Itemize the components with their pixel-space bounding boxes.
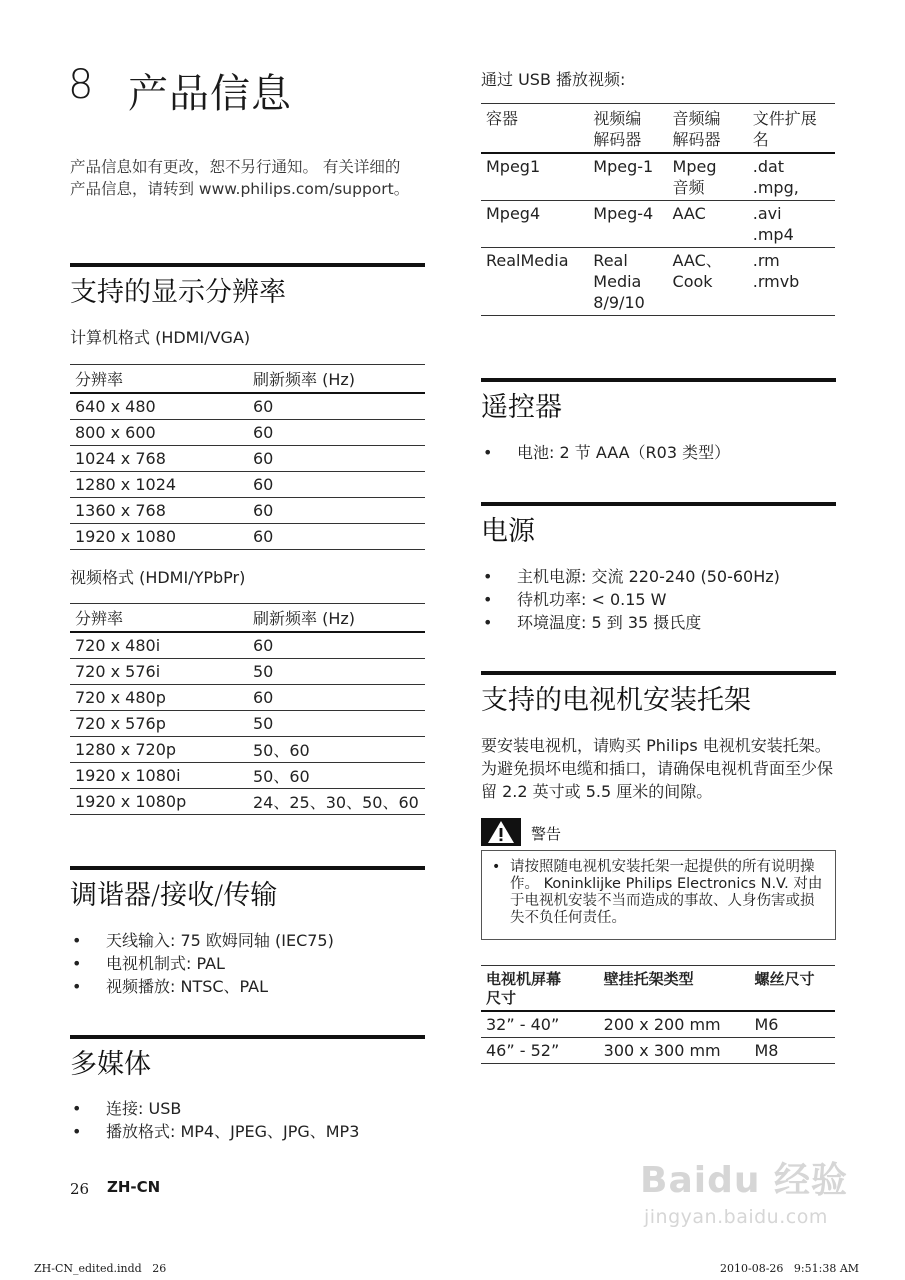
mount-text: 要安装电视机，请购买 Philips 电视机安装托架。 为避免损坏电缆和插口，请确保电视机背面至少保留 2.2 英寸或 5.5 厘米的间隙。: [481, 736, 834, 801]
bullet-icon: •: [72, 931, 82, 950]
table-cell: 1920 x 1080p: [70, 789, 248, 815]
table-cell: 1920 x 1080i: [70, 763, 248, 789]
table-row: [70, 446, 425, 472]
table-cell: .dat .mpg,: [748, 153, 835, 201]
table-cell: 60: [248, 498, 425, 524]
usb-video-title: 通过 USB 播放视频:: [481, 70, 626, 89]
warning-icon: [481, 818, 521, 846]
table-header: 分辨率: [70, 604, 248, 633]
list-item-text: 视频播放: NTSC、PAL: [106, 977, 269, 996]
bullet-icon: •: [72, 977, 82, 996]
section-title-remote: 遥控器: [481, 392, 562, 423]
chapter-number: 8: [68, 62, 94, 108]
bullet-icon: •: [483, 613, 493, 632]
table-cell: 640 x 480: [70, 393, 248, 420]
table-cell: M6: [750, 1011, 836, 1038]
table-cell: Mpeg4: [481, 201, 588, 248]
list-item-text: 电池: 2 节 AAA（R03 类型）: [517, 443, 731, 462]
list-item: [70, 929, 334, 952]
section-divider: [70, 1035, 425, 1039]
table-header: 刷新频率 (Hz): [248, 365, 425, 394]
table-row: [70, 685, 425, 711]
section-title-multimedia: 多媒体: [70, 1049, 151, 1080]
video-format-rows: [70, 632, 425, 815]
bullet-icon: •: [483, 443, 493, 462]
table-row: [70, 789, 425, 815]
table-header: 螺丝尺寸: [750, 966, 836, 1012]
pc-format-title: 计算机格式 (HDMI/VGA): [70, 328, 251, 347]
table-cell: Mpeg-4: [588, 201, 667, 248]
table-cell: 720 x 576i: [70, 659, 248, 685]
table-row: [70, 763, 425, 789]
table-cell: 720 x 480i: [70, 632, 248, 659]
table-cell: 300 x 300 mm: [599, 1038, 750, 1064]
table-cell: 46” - 52”: [481, 1038, 599, 1064]
table-cell: 1360 x 768: [70, 498, 248, 524]
pc-format-table: [70, 364, 425, 550]
list-item-text: 天线输入: 75 欧姆同轴 (IEC75): [106, 931, 334, 950]
section-title-tuner: 调谐器/接收/传输: [70, 880, 278, 911]
table-header: 刷新频率 (Hz): [248, 604, 425, 633]
table-row: [70, 632, 425, 659]
remote-list: [481, 441, 730, 464]
warning-header: [481, 818, 836, 846]
tuner-list: [70, 929, 334, 998]
table-row: [70, 472, 425, 498]
section-divider: [481, 671, 836, 675]
table-cell: .avi .mp4: [748, 201, 835, 248]
table-cell: 50: [248, 659, 425, 685]
warning-text: 请按照随电视机安装托架一起提供的所有说明操作。 Koninklijke Philips Electronics N.V. 对由于电视机安装不当而造成的事故、人身伤害或损失不负任何责任。: [510, 859, 823, 926]
table-cell: 1920 x 1080: [70, 524, 248, 550]
table-row: [70, 420, 425, 446]
table-row: [481, 153, 835, 201]
table-cell: .rm .rmvb: [748, 248, 835, 316]
bullet-icon: •: [72, 954, 82, 973]
table-row: [481, 248, 835, 316]
table-cell: 1024 x 768: [70, 446, 248, 472]
language-code: ZH-CN: [107, 1178, 161, 1196]
pc-format-rows: [70, 393, 425, 550]
table-cell: M8: [750, 1038, 836, 1064]
table-cell: RealMedia: [481, 248, 588, 316]
video-format-title: 视频格式 (HDMI/YPbPr): [70, 568, 246, 587]
table-row: [70, 393, 425, 420]
table-row: [481, 201, 835, 248]
bullet-icon: •: [72, 1099, 82, 1118]
table-cell: Real Media 8/9/10: [588, 248, 667, 316]
bullet-icon: •: [72, 1122, 82, 1141]
section-title-display-resolutions: 支持的显示分辨率: [70, 277, 286, 308]
timestamp-slug: 2010-08-26 9:51:38 AM: [720, 1262, 860, 1275]
table-cell: Mpeg1: [481, 153, 588, 201]
list-item: [481, 565, 780, 588]
section-divider: [481, 378, 836, 382]
section-divider: [70, 263, 425, 267]
bullet-icon: •: [492, 859, 501, 875]
video-format-table: [70, 603, 425, 815]
table-cell: 60: [248, 472, 425, 498]
table-row: [70, 659, 425, 685]
table-cell: 24、25、30、50、60: [248, 789, 425, 815]
warning-box: [481, 850, 836, 940]
list-item-text: 待机功率: < 0.15 W: [517, 590, 667, 609]
table-cell: 50: [248, 711, 425, 737]
table-row: [70, 524, 425, 550]
list-item: [70, 1097, 359, 1120]
baidu-watermark: [640, 1152, 880, 1232]
table-cell: 60: [248, 524, 425, 550]
chapter-intro: 产品信息如有更改，恕不另行通知。 有关详细的产品信息，请转到 www.philips.com/support。: [70, 158, 410, 198]
table-cell: 1280 x 720p: [70, 737, 248, 763]
section-title-mount: 支持的电视机安装托架: [481, 685, 751, 716]
table-row: [70, 737, 425, 763]
list-item: [70, 1120, 359, 1143]
watermark-main: Baidu 经验: [640, 1160, 849, 1201]
list-item-text: 播放格式: MP4、JPEG、JPG、MP3: [106, 1122, 360, 1141]
chapter-title: 产品信息: [128, 71, 292, 117]
table-cell: 50、60: [248, 763, 425, 789]
watermark-sub: jingyan.baidu.com: [644, 1206, 828, 1228]
power-list: [481, 565, 780, 634]
list-item: [481, 588, 780, 611]
table-row: [70, 498, 425, 524]
table-header: 文件扩展 名: [748, 104, 835, 154]
list-item-text: 环境温度: 5 到 35 摄氏度: [517, 613, 702, 632]
table-header: 电视机屏幕 尺寸: [481, 966, 599, 1012]
table-row: [481, 1038, 835, 1064]
table-cell: 60: [248, 632, 425, 659]
table-cell: 1280 x 1024: [70, 472, 248, 498]
list-item-text: 主机电源: 交流 220-240 (50-60Hz): [517, 567, 780, 586]
bullet-icon: •: [483, 590, 493, 609]
list-item: [70, 975, 334, 998]
list-item: [481, 441, 730, 464]
table-header: 壁挂托架类型: [599, 966, 750, 1012]
section-title-power: 电源: [481, 516, 535, 547]
table-cell: AAC、 Cook: [668, 248, 748, 316]
table-header: 分辨率: [70, 365, 248, 394]
table-row: [481, 1011, 835, 1038]
table-cell: 60: [248, 420, 425, 446]
warning-label: 警告: [531, 825, 562, 843]
table-cell: 32” - 40”: [481, 1011, 599, 1038]
list-item-text: 连接: USB: [106, 1099, 182, 1118]
table-cell: 60: [248, 446, 425, 472]
table-header: 容器: [481, 104, 588, 154]
bullet-icon: •: [483, 567, 493, 586]
table-cell: 720 x 480p: [70, 685, 248, 711]
table-cell: Mpeg 音频: [668, 153, 748, 201]
usb-video-table: [481, 103, 835, 316]
table-cell: 200 x 200 mm: [599, 1011, 750, 1038]
table-header: 音频编 解码器: [668, 104, 748, 154]
table-cell: 800 x 600: [70, 420, 248, 446]
list-item-text: 电视机制式: PAL: [106, 954, 225, 973]
table-row: [70, 711, 425, 737]
table-header: 视频编 解码器: [588, 104, 667, 154]
table-cell: 60: [248, 685, 425, 711]
multimedia-list: [70, 1097, 359, 1143]
table-cell: 50、60: [248, 737, 425, 763]
mount-table: [481, 965, 835, 1064]
table-cell: 720 x 576p: [70, 711, 248, 737]
section-divider: [70, 866, 425, 870]
file-slug: ZH-CN_edited.indd 26: [34, 1262, 167, 1275]
page-number: 26: [70, 1180, 90, 1198]
list-item: [70, 952, 334, 975]
section-divider: [481, 502, 836, 506]
table-cell: Mpeg-1: [588, 153, 667, 201]
list-item: [481, 611, 780, 634]
table-cell: AAC: [668, 201, 748, 248]
table-cell: 60: [248, 393, 425, 420]
